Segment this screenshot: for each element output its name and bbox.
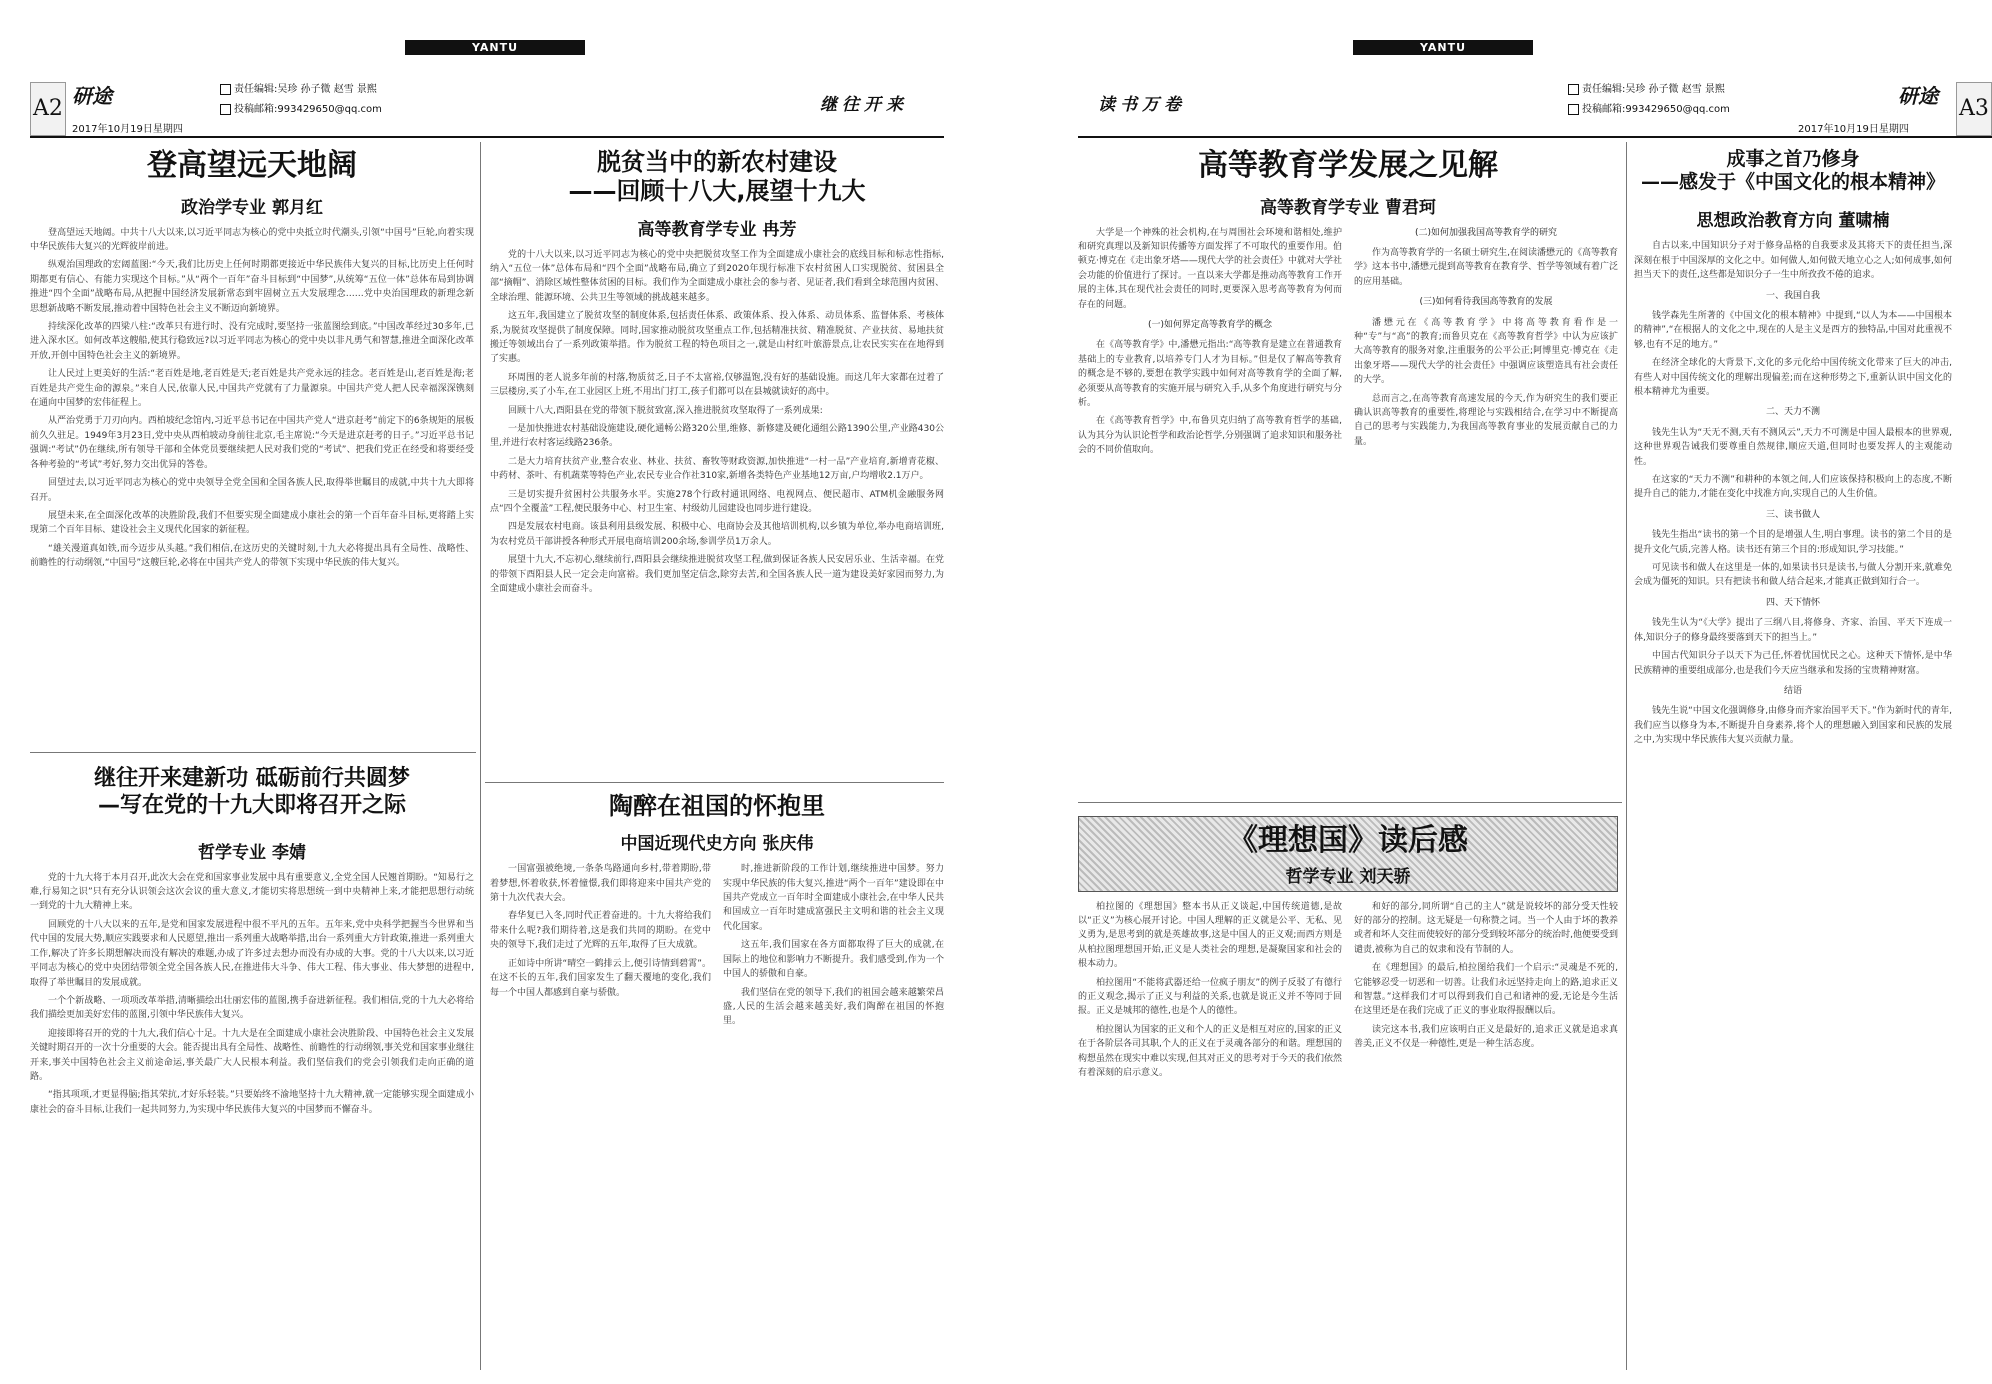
paragraph: 在这家的“天力不测”和耕种的本领之间,人们应该保持积极向上的态度,不断提升自己的能力,才能在变化中找准方向,实现自己的人生价值。 [1634, 475, 1952, 500]
page-number: A2 [30, 82, 66, 136]
article-subtitle: ——感发于《中国文化的根本精神》 [1640, 171, 1945, 194]
paragraph: 和好的部分,同所谓“自己的主人”就是说较坏的部分受天性较好的部分的控制。这无疑是一句称赞之词。当一个人由于坏的教养或者和坏人交往而使较好的部分受到较坏部分的统治时,他便要受到谴责,被称为自己的奴隶和没有节制的人。 [1354, 901, 1618, 955]
paragraph: 纵观治国理政的宏阔蓝图:“今天,我们比历史上任何时期都更接近中华民族伟大复兴的目标,比历史上任何时期都更有信心、有能力实现这个目标。”从“两个一百年”奋斗目标到“中国梦”,从统筹“五位一体”总体布局到协调推进“四个全面”战略布局,从把握中国经济发展新常态到牢固树立五大发展理念……党中央治国理政的新理念新思想新战略不断发展,推动着中国特色社会主义不断迈向新境界。 [30, 260, 474, 314]
header-rule [1078, 136, 1992, 138]
paragraph: 柏拉图用“不能将武器还给一位疯子朋友”的例子反驳了有德行的正义观念,揭示了正义与利益的关系,也就是说正义并不等同于回报。正义是城邦的德性,也是个人的德性。 [1078, 977, 1342, 1017]
section-heading: 结语 [1783, 685, 1802, 696]
article-body [30, 871, 474, 1118]
article-author: 高等教育学专业 曹君珂 [1260, 197, 1436, 218]
paragraph: 潘懋元在《高等教育学》中将高等教育看作是一种“专”与“高”的教育;而鲁贝克在《高等教育哲学》中认为应该扩大高等教育的服务对象,注重服务的公平公正;阿博里克·博克在《走出象牙塔——现代大学的社会责任》中强调应该塑造具有社会责任的大学。 [1354, 317, 1618, 386]
checkbox-icon [1568, 84, 1579, 95]
paragraph: 可见读书和做人在这里是一体的,如果读书只是读书,与做人分割开来,就难免会成为僵死的知识。只有把读书和做人结合起来,才能真正做到知行合一。 [1634, 563, 1952, 588]
column-tag: 继往开来 [820, 95, 908, 115]
paragraph: 迎接即将召开的党的十九大,我们信心十足。十九大是在全面建成小康社会决胜阶段、中国特色社会主义发展关键时期召开的一次十分重要的大会。能否提出具有全局性、战略性、前瞻性的行动纲领,事关党和国家事业继往开来,事关中国特色社会主义前途命运,事关最广大人民根本利益。我们坚信我们的党会引领我们走向正确的道路。 [30, 1028, 474, 1082]
article-title: 脱贫当中的新农村建设 [597, 148, 837, 176]
checkbox-icon [1568, 104, 1579, 115]
article-body [490, 248, 944, 597]
paragraph: 总而言之,在高等教育高速发展的今天,作为研究生的我们要正确认识高等教育的重要性,将理论与实践相结合,在学习中不断提高自己的思考与实践能力,为我国高等教育事业的发展贡献自己的力量。 [1354, 393, 1618, 447]
checkbox-icon [220, 104, 231, 115]
paragraph: 中国古代知识分子以天下为己任,怀着忧国忧民之心。这种天下情怀,是中华民族精神的重要组成部分,也是我们今天应当继承和发扬的宝贵精神财富。 [1634, 651, 1952, 676]
section-heading: 四、天下情怀 [1765, 597, 1820, 608]
article-subtitle: ——回顾十八大,展望十九大 [568, 177, 866, 206]
article-title: 继往开来建新功 砥砺前行共圆梦 [94, 766, 410, 791]
paragraph: 柏拉图的《理想国》整本书从正义谈起,中国传统道德,是故以“正义”为核心展开讨论。中国人理解的正义就是公平、无私、见义勇为,是思考到的就是英雄故事,这是中国人的正义观;而西方则是从柏拉图理想国开始,正义是人类社会的理想,是凝聚国家和社会的根本动力。 [1078, 901, 1342, 970]
section-heading: 三、读书做人 [1765, 509, 1820, 520]
article-gaojiao [1078, 148, 1618, 458]
paragraph: 一是加快推进农村基础设施建设,硬化通畅公路320公里,维修、新修建及硬化通组公路1390公里,产业路430公里,并进行农村客运线路236条。 [490, 424, 944, 449]
paragraph: 展望未来,在全面深化改革的决胜阶段,我们不但要实现全面建成小康社会的第一个百年奋斗目标,更将踏上实现第二个百年目标、建设社会主义现代化国家的新征程。 [30, 510, 474, 536]
article-body [1078, 226, 1618, 459]
column-tag: 读书万卷 [1098, 95, 1186, 115]
paragraph: 从严治党勇于刀刃向内。西柏坡纪念馆内,习近平总书记在中国共产党人“进京赶考”前定下的6条规矩的展板前久久驻足。1949年3月23日,党中央从西柏坡动身前往北京,毛主席说:“今天是进京赶考的日子。”习近平总书记强调:“考试”仍在继续,所有领导干部和全体党员要继续把人民对我们党的“考试”、把我们党正在经受和将要经受各种考验的“考试”考好,努力交出优异的答卷。 [30, 416, 474, 470]
article-jiwang [30, 766, 474, 1121]
article-body [1078, 900, 1618, 1081]
section-heading: (二)如何加强我国高等教育学的研究 [1414, 227, 1558, 238]
paragraph: 党的十九大将于本月召开,此次大会在党和国家事业发展中具有重要意义,全党全国人民翘首期盼。“知易行之难,行易知之识”只有充分认识领会这次会议的重大意义,才能切实将思想统一到中央精神上来,才能把思想行动统一到党的十九大精神上来。 [30, 872, 474, 912]
paragraph: “雄关漫道真如铁,而今迈步从头越。”我们相信,在这历史的关键时刻,十九大必将提出具有全局性、战略性、前瞻性的行动纲领,“中国号”这艘巨轮,必将在中国共产党人的带领下实现中华民族的伟大复兴。 [30, 543, 474, 569]
section-heading: 二、天力不测 [1765, 407, 1820, 418]
email-line [220, 100, 382, 120]
header-info [1568, 80, 1730, 120]
article-subtitle: —写在党的十九大即将召开之际 [97, 792, 406, 818]
editors-line [1568, 80, 1730, 100]
paragraph: 党的十八大以来,以习近平同志为核心的党中央把脱贫攻坚工作为全面建成小康社会的底线目标和标志性指标,纳入“五位一体”总体布局和“四个全面”战略布局,确立了到2020年现行标准下农村贫困人口实现脱贫、贫困县全部“摘帽”、消除区域性整体贫困的目标。我们作为全面建成小康社会的参与者、见证者,我们看到全球范围内贫困、全球治理、能源环境、公共卫生等领域的挑战越来越多。 [490, 249, 944, 303]
paragraph: 钱学森先生所著的《中国文化的根本精神》中提到,“以人为本——中国根本的精神”,“在根据人的文化之中,现在的人是主义是西方的独特品,中国对此重视不够,也有不足的地方。” [1634, 310, 1952, 350]
section-divider [1078, 802, 1622, 803]
section-divider [485, 782, 944, 783]
page-a3 [1078, 40, 1992, 1370]
article-title: 成事之首乃修身 [1726, 148, 1860, 170]
paragraph: 持续深化改革的四梁八柱:“改革只有进行时、没有完成时,要坚持一张蓝图绘到底。”中国改革经过30多年,已进入深水区。如何改革这艘船,使其行稳致远?以习近平同志为核心的党中央以非凡勇气和智慧,推进全面深化改革开放,开创中国特色社会主义的新境界。 [30, 322, 474, 361]
paragraph: 二是大力培育扶贫产业,整合农业、林业、扶贫、畜牧等财政资源,加快推进“一村一品”产业培育,新增青花椒、中药材、茶叶、有机蔬菜等特色产业,农民专业合作社310家,新增各类特色产业基地12万亩,户均增收2.1万户。 [490, 456, 944, 482]
title-banner [1078, 816, 1618, 892]
article-denggao [30, 148, 474, 575]
paragraph: 钱先生说“中国文化强调修身,由修身而齐家治国平天下。”作为新时代的青年,我们应当以修身为本,不断提升自身素养,将个人的理想融入到国家和民族的发展之中,为实现中华民族伟大复兴贡献力量。 [1634, 706, 1952, 746]
paragraph: 钱先生认为“天无不测,天有不测风云”,天力不可测是中国人最根本的世界观,这种世界观告诫我们要尊重自然规律,顺应天道,但同时也要发挥人的主观能动性。 [1634, 427, 1952, 467]
paragraph: 自古以来,中国知识分子对于修身品格的自我要求及其将天下的责任担当,深深刻在根于中国深厚的文化之中。如何做人,如何做天地立心之人;如何成事,如何担当天下的责任,这些都是知识分子一生中所孜孜不倦的追求。 [1634, 241, 1952, 281]
paragraph: 作为高等教育学的一名硕士研究生,在阅读潘懋元的《高等教育学》这本书中,潘懋元提到高等教育在教育学、哲学等领域有着广泛的应用基础。 [1354, 248, 1618, 287]
paragraph: 回顾党的十八大以来的五年,是党和国家发展进程中很不平凡的五年。五年来,党中央科学把握当今世界和当代中国的发展大势,顺应实践要求和人民愿望,推出一系列重大战略举措,出台一系列重大方针政策,推进一系列重大工作,解决了许多长期想解决而没有解决的难题,办成了许多过去想办而没有办成的大事。党的十八大以来,以习近平同志为核心的党中央团结带领全党全国各族人民,在推进伟大斗争、伟大工程、伟大事业、伟大梦想的进程中,取得了举世瞩目的发展成就。 [30, 919, 474, 988]
article-title: 陶醉在祖国的怀抱里 [609, 792, 825, 820]
article-author: 哲学专业 李婧 [198, 842, 306, 863]
paragraph: 一国富强被绝境,一条条鸟路通向乡村,带着期盼,带着梦想,怀着收获,怀着憧憬,我们即将迎来中国共产党的第十九次代表大会。 [490, 864, 711, 904]
email-line [1568, 100, 1730, 120]
paragraph: 让人民过上更美好的生活:“老百姓是地,老百姓是天;老百姓是共产党永远的挂念。老百姓是山,老百姓是海;老百姓是共产党生命的源泉。”来自人民,依靠人民,中国共产党就有了力量源泉。中国共产党人把人民幸福深深镌刻在通向中国梦的宏伟征程上。 [30, 369, 474, 409]
section-heading: (三)如何看待我国高等教育的发展 [1419, 297, 1553, 308]
article-tuopin [490, 148, 944, 600]
article-lixiangguo [1078, 816, 1618, 1080]
page-number: A3 [1956, 82, 1992, 136]
editors-text: 责任编辑:吴珍 孙子微 赵雪 景熙 [1582, 84, 1725, 95]
article-title: 《理想国》读后感 [1228, 823, 1468, 858]
paragraph: 展望十九大,不忘初心,继续前行,酉阳县会继续推进脱贫攻坚工程,做到保证各族人民安居乐业、生活幸福。在党的带领下酉阳县人民一定会走向富裕。我们更加坚定信念,除穷去苦,和全国各族人民一道为建设美好家园而努力,为全面建成小康社会而奋斗。 [490, 555, 944, 595]
paragraph: 大学是一个神殊的社会机构,在与周围社会环境和谐相处,维护和研究真理以及新知识传播等方面发挥了不可取代的重要作用。伯顿克·博克在《走出象牙塔——现代大学的社会责任》中就对大学社会功能的价值进行了探讨。一直以来大学都是推动高等教育工作开展的主体,其在现代社会责任的同时,更要深入思考高等教育为何而存在的问题。 [1078, 227, 1342, 310]
header-info [220, 80, 382, 120]
header-rule [30, 136, 944, 138]
article-author: 哲学专业 刘天骄 [1285, 866, 1411, 887]
checkbox-icon [220, 84, 231, 95]
paragraph: 这五年,我们国家在各方面都取得了巨大的成就,在国际上的地位和影响力不断提升。我们感受到,作为一个中国人的骄傲和自豪。 [723, 940, 944, 980]
section-heading: (一)如何界定高等教育学的概念 [1147, 320, 1273, 331]
paragraph: 在《理想国》的最后,柏拉图给我们一个启示:“灵魂是不死的,它能够忍受一切恶和一切善。让我们永远坚持走向上的路,追求正义和智慧。”这样我们才可以得到我们自己和诸神的爱,无论是今生活在这里还是在我们完成了正义的事业取得报酬以后。 [1354, 963, 1618, 1017]
article-title: 高等教育学发展之见解 [1198, 148, 1498, 183]
paragraph: 回顾十八大,酉阳县在党的带领下脱贫致富,深入推进脱贫攻坚取得了一系列成果: [508, 405, 823, 416]
paragraph: 在经济全球化的大背景下,文化的多元化给中国传统文化带来了巨大的冲击,有些人对中国传统文化的理解出现偏差;而在这种形势之下,重新认识中国文化的根本精神尤为重要。 [1634, 358, 1952, 397]
article-author: 思想政治教育方向 董啸楠 [1696, 211, 1890, 232]
paragraph: “指其项项,才更显得脑;指其荣抗,才好乐轻装。”只要始终不渝地坚持十九大精神,就一定能够实现全面建成小康社会的奋斗目标,让我们一起共同努力,为实现中华民族伟大复兴的中国梦而不懈奋斗。 [30, 1090, 474, 1115]
article-author: 高等教育学专业 冉芳 [637, 219, 797, 240]
article-taozui [490, 792, 944, 1029]
paragraph: 读完这本书,我们应该明白正义是最好的,追求正义就是追求真善美,正义不仅是一种德性,更是一种生活态度。 [1354, 1024, 1618, 1050]
editors-line [220, 80, 382, 100]
paragraph: 四是发展农村电商。该县利用县级发展、积极中心、电商协会及其他培训机构,以乡镇为单位,举办电商培训班,为农村党员干部讲授各种形式开展电商培训200余场,参训学员1万余人。 [490, 522, 944, 547]
editors-text: 责任编辑:吴珍 孙子微 赵雪 景熙 [234, 84, 377, 95]
paragraph: 三是切实提升贫困村公共服务水平。实施278个行政村通讯网络、电视网点、便民超市、ATM机金融服务网点“四个全覆盖”工程,便民服务中心、村卫生室、村级幼儿园建设也同步进行建设。 [490, 489, 944, 515]
masthead-tab: YANTU [405, 40, 585, 55]
paragraph: 春华复已入冬,同时代正着奋进的。十九大将给我们带来什么呢?我们期待着,这是我们共同的期盼。在党中央的领导下,我们走过了光辉的五年,取得了巨大成就。 [490, 911, 711, 951]
paragraph: 我们坚信在党的领导下,我们的祖国会越来越繁荣昌盛,人民的生活会越来越美好,我们陶醉在祖国的怀抱里。 [723, 987, 944, 1027]
paragraph: 一个个新战略、一项项改革举措,清晰描绘出壮丽宏伟的蓝图,携手奋进新征程。我们相信,党的十九大必将给我们描绘更加美好宏伟的蓝图,引领中华民族伟大复兴。 [30, 995, 474, 1021]
paragraph: 时,推进新阶段的工作计划,继续推进中国梦。努力实现中华民族的伟大复兴,推进“两个一百年”建设即在中国共产党成立一百年时全面建成小康社会,在中华人民共和国成立一百年时建成富强民主文明和谐的社会主义现代化国家。 [723, 864, 944, 932]
paragraph: 柏拉图认为国家的正义和个人的正义是相互对应的,国家的正义在于各阶层各司其职,个人的正义在于灵魂各部分的和谐。理想国的构想虽然在现实中难以实现,但其对正义的思考对于今天的我们依然有着深刻的启示意义。 [1078, 1024, 1342, 1079]
paragraph: 登高望远天地阔。中共十八大以来,以习近平同志为核心的党中央抵立时代潮头,引领“中国号”巨轮,向着实现中华民族伟大复兴的光辉彼岸前进。 [30, 227, 474, 252]
masthead-tab: YANTU [1353, 40, 1533, 55]
article-title: 登高望远天地阔 [147, 148, 357, 183]
issue-date: 2017年10月19日星期四 [72, 124, 183, 135]
newspaper-name: 研途 [1898, 84, 1938, 108]
paragraph: 回望过去,以习近平同志为核心的党中央领导全党全国和全国各族人民,取得举世瞩目的成就,中共十九大即将召开。 [30, 478, 474, 503]
newspaper-name: 研途 [72, 84, 112, 108]
article-body [490, 862, 944, 1028]
paragraph: 在《高等教育哲学》中,布鲁贝克归纳了高等教育哲学的基础,认为其分为认识论哲学和政治论哲学,分别强调了追求知识和服务社会的不同价值取向。 [1078, 416, 1342, 456]
column-divider [1626, 142, 1627, 1370]
article-xiushen [1634, 148, 1952, 752]
paragraph: 钱先生指出“读书的第一个目的是增强人生,明白事理。读书的第二个目的是提升文化气质,完善人格。读书还有第三个目的:形成知识,学习技能。” [1634, 530, 1952, 555]
paragraph: 正如诗中所讲“晴空一鹤排云上,便引诗情到碧霄”。在这不长的五年,我们国家发生了翻天覆地的变化,我们每一个中国人都感到自豪与骄傲。 [490, 958, 711, 998]
section-heading: 一、我国自我 [1765, 290, 1820, 301]
section-divider [30, 752, 476, 753]
column-divider [480, 142, 481, 1370]
email-text: 投稿邮箱:993429650@qq.com [234, 104, 382, 115]
article-author: 中国近现代史方向 张庆伟 [620, 834, 814, 855]
article-author: 政治学专业 郭月红 [181, 197, 323, 218]
paragraph: 钱先生认为“《大学》提出了三纲八目,将修身、齐家、治国、平天下连成一体,知识分子的修身最终要落到天下的担当上。” [1634, 618, 1952, 643]
paragraph: 环周围的老人说多年前的村落,物质贫乏,日子不太富裕,仅够温饱,没有好的基础设施。而这几年大家都在过着了三层楼房,买了小车,在工业园区上班,不用出门打工,孩子们都可以在县城就读好的高中。 [490, 372, 944, 398]
issue-date: 2017年10月19日星期四 [1798, 124, 1909, 135]
paragraph: 这五年,我国建立了脱贫攻坚的制度体系,包括责任体系、政策体系、投入体系、动员体系、监督体系、考核体系,为脱贫攻坚提供了制度保障。同时,国家推动脱贫攻坚重点工作,包括精准扶贫、精准脱贫、产业扶贫、易地扶贫搬迁等领域出台了一系列政策举措。作为脱贫工程的特色项目之一,就是山村红叶旅游景点,让农民实实在在地得到了实惠。 [490, 311, 944, 365]
email-text: 投稿邮箱:993429650@qq.com [1582, 104, 1730, 115]
article-body [30, 226, 474, 571]
article-body [1634, 239, 1952, 747]
paragraph: 在《高等教育学》中,潘懋元指出:“高等教育是建立在普通教育基础上的专业教育,以培养专门人才为目标。”但是仅了解高等教育的概念是不够的,要想在教学实践中如何对高等教育学的全面了解,必须要从高等教育的实施开展与研究入手,从多个角度进行研究与分析。 [1078, 340, 1342, 409]
page-a2 [30, 40, 944, 1370]
